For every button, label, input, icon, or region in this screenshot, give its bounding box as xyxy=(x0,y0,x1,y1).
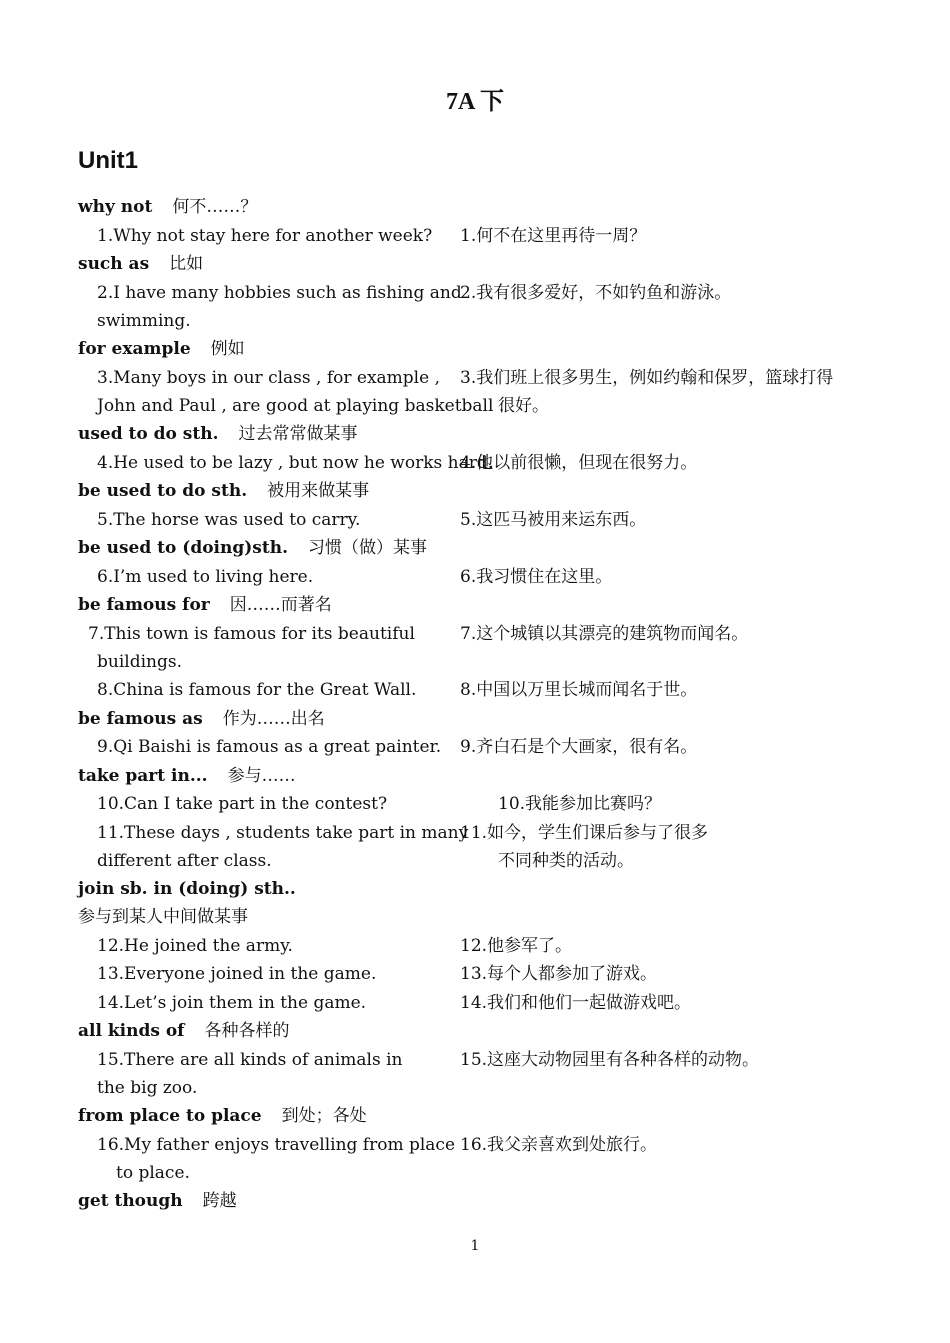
example-en: 9.Qi Baishi is famous as a great painter. xyxy=(97,737,442,757)
example-cn: 3.我们班上很多男生，例如约翰和保罗，篮球打得 xyxy=(460,368,834,388)
example-en: 5.The horse was used to carry. xyxy=(97,510,361,530)
example-en: 11.These days , students take part in many xyxy=(97,823,469,843)
phrase-meaning: 习惯（做）某事 xyxy=(308,538,428,558)
example-cn: 5.这匹马被用来运东西。 xyxy=(460,510,647,530)
phrase-meaning: 例如 xyxy=(210,339,245,359)
phrase-be-used-to-doing xyxy=(78,538,427,558)
phrase-term: join sb. in (doing) sth.. xyxy=(78,879,296,899)
example-en: 8.China is famous for the Great Wall. xyxy=(97,680,417,700)
example-cn: 15.这座大动物园里有各种各样的动物。 xyxy=(460,1050,760,1070)
phrase-meaning: 何不……？ xyxy=(172,197,258,217)
phrase-meaning: 到处；各处 xyxy=(281,1106,367,1126)
example-en-cont: swimming. xyxy=(97,311,191,331)
phrase-term: be used to do sth. xyxy=(78,481,248,501)
phrase-take-part-in xyxy=(78,766,296,786)
example-cn-cont: 不同种类的活动。 xyxy=(498,851,634,871)
phrase-be-used-to-do xyxy=(78,481,369,501)
example-en-cont: different after class. xyxy=(97,851,272,871)
phrase-term: from place to place xyxy=(78,1106,262,1126)
example-cn: 10.我能参加比赛吗？ xyxy=(498,794,662,814)
example-cn: 8.中国以万里长城而闻名于世。 xyxy=(460,680,698,700)
example-cn: 13.每个人都参加了游戏。 xyxy=(460,964,658,984)
example-en-cont: buildings. xyxy=(97,652,182,672)
phrase-term: all kinds of xyxy=(78,1021,185,1041)
example-cn: 7.这个城镇以其漂亮的建筑物而闻名。 xyxy=(460,624,749,644)
phrase-term: take part in... xyxy=(78,766,208,786)
example-en: 2.I have many hobbies such as fishing and xyxy=(97,283,462,303)
example-en-cont: the big zoo. xyxy=(97,1078,198,1098)
page-title: 7A 下 xyxy=(445,89,504,115)
example-cn: 12.他参军了。 xyxy=(460,936,573,956)
phrase-be-famous-for xyxy=(78,595,332,615)
phrase-term: be used to (doing)sth. xyxy=(78,538,289,558)
example-en: 15.There are all kinds of animals in xyxy=(97,1050,403,1070)
phrase-why-not xyxy=(78,197,257,217)
example-cn-cont: 很好。 xyxy=(498,396,549,416)
phrase-term: be famous for xyxy=(78,595,210,615)
example-cn: 4.他以前很懒，但现在很努力。 xyxy=(460,453,698,473)
phrase-meaning: 参与到某人中间做某事 xyxy=(78,907,248,927)
example-en: 12.He joined the army. xyxy=(97,936,293,956)
example-en: 14.Let’s join them in the game. xyxy=(97,993,367,1013)
phrase-meaning: 参与…… xyxy=(227,766,296,786)
phrase-for-example xyxy=(78,339,245,359)
example-en-cont: John and Paul , are good at playing basketball . xyxy=(97,396,505,416)
example-en-cont: to place. xyxy=(116,1163,190,1183)
phrase-meaning: 因……而著名 xyxy=(229,595,332,615)
example-cn: 6.我习惯住在这里。 xyxy=(460,567,613,587)
example-cn: 1.何不在这里再待一周？ xyxy=(460,226,647,246)
phrase-join-sb-in xyxy=(78,879,296,899)
example-cn: 9.齐白石是个大画家，很有名。 xyxy=(460,737,698,757)
example-cn: 14.我们和他们一起做游戏吧。 xyxy=(460,993,692,1013)
example-en: 3.Many boys in our class , for example , xyxy=(97,368,440,388)
example-en: 4.He used to be lazy , but now he works hard. xyxy=(97,453,494,473)
phrase-get-though xyxy=(78,1191,237,1211)
phrase-term: such as xyxy=(78,254,150,274)
example-en: 1.Why not stay here for another week? xyxy=(97,226,433,246)
phrase-all-kinds-of xyxy=(78,1021,289,1041)
example-cn: 2.我有很多爱好，不如钓鱼和游泳。 xyxy=(460,283,732,303)
example-en: 16.My father enjoys travelling from place xyxy=(97,1135,456,1155)
phrase-meaning: 比如 xyxy=(169,254,204,274)
phrase-meaning: 被用来做某事 xyxy=(267,481,370,501)
phrase-meaning: 过去常常做某事 xyxy=(238,424,358,444)
phrase-term: why not xyxy=(78,197,153,217)
example-en: 13.Everyone joined in the game. xyxy=(97,964,377,984)
phrase-meaning: 各种各样的 xyxy=(204,1021,290,1041)
phrase-meaning: 跨越 xyxy=(202,1191,237,1211)
example-cn: 11.如今，学生们课后参与了很多 xyxy=(460,823,709,843)
example-cn: 16.我父亲喜欢到处旅行。 xyxy=(460,1135,658,1155)
phrase-such-as xyxy=(78,254,203,274)
phrase-term: get though xyxy=(78,1191,183,1211)
phrase-meaning: 作为……出名 xyxy=(222,709,325,729)
phrase-term: for example xyxy=(78,339,191,359)
phrase-from-place-to-place xyxy=(78,1106,367,1126)
unit-heading: Unit1 xyxy=(78,147,138,174)
example-en: 7.This town is famous for its beautiful xyxy=(88,624,415,644)
example-en: 10.Can I take part in the contest? xyxy=(97,794,388,814)
phrase-term: be famous as xyxy=(78,709,203,729)
phrase-term: used to do sth. xyxy=(78,424,219,444)
phrase-be-famous-as xyxy=(78,709,325,729)
page-number: 1 xyxy=(470,1238,480,1254)
phrase-used-to xyxy=(78,424,358,444)
example-en: 6.I’m used to living here. xyxy=(97,567,314,587)
